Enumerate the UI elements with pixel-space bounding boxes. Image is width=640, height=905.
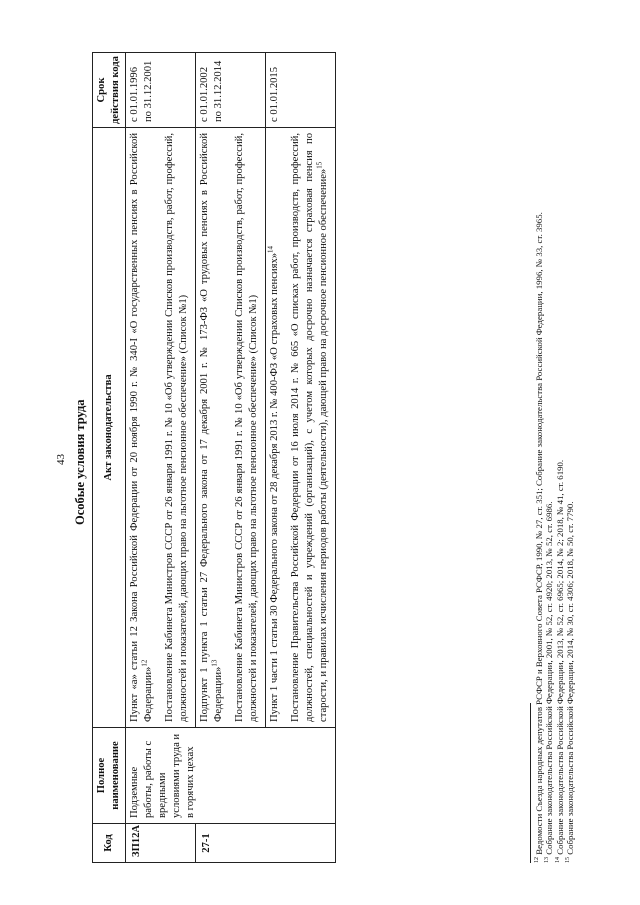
footnote-rule: [530, 703, 531, 863]
footnote-text: Собрание законодательства Российской Федерации, 2014, № 30, ст. 4306; 2018, № 50, ст. 7790.: [565, 501, 576, 855]
footnote-number: 13: [544, 857, 551, 863]
code-cell: ЗП12А: [125, 824, 195, 863]
footnote-number: 15: [565, 857, 572, 863]
header-code: Код: [93, 824, 126, 863]
footnote: [534, 33, 544, 863]
act-cell: [125, 128, 195, 728]
act-cell: [195, 128, 265, 728]
period-cell: [125, 53, 195, 128]
act-cell: [265, 128, 335, 728]
name-cell: Подземные работы, работы с вредными условиями труда и в горячих цехах: [125, 728, 335, 824]
footnote-text: Собрание законодательства Российской Федерации, 2013, № 52, ст. 6965; 2014, № 2; 2018, № 41, ст. 6190.: [554, 459, 565, 855]
act-text: Постановление Кабинета Министров СССР от 26 января 1991 г. № 10 «Об утверждении Списков производств, работ, профессий, должностей и показателей, дающих право на льготное пенсионное обеспечение» (Список №1): [233, 133, 259, 722]
footnote-ref: 15: [315, 161, 324, 169]
period-line: с 01.01.1996: [128, 66, 140, 122]
footnote: [565, 33, 575, 863]
period-cell: [195, 53, 265, 128]
act-text: Подпункт 1 пункта 1 статьи 27 Федерального закона от 17 декабря 2001 г. № 173-ФЗ «О трудовых пенсиях в Российской Федерации»: [198, 133, 224, 722]
codes-table: [92, 52, 336, 863]
period-line: по 31.12.2014: [212, 60, 224, 122]
code-cell: 27-1: [195, 824, 335, 863]
footnote: [555, 33, 565, 863]
page-title: Особые условия труда: [73, 399, 87, 525]
footnote: [544, 33, 554, 863]
act-text: Пункт 1 части 1 статьи 30 Федерального закона от 28 декабря 2013 г. № 400-ФЗ «О страховых пенсиях»: [268, 252, 280, 722]
act-text: Постановление Правительства Российской Федерации от 16 июля 2014 г. № 665 «О списках работ, производств, профессий, должностей, специальностей и учреждений (организаций), с учетом которых досрочно назначается страховая пенсия по старости, и правилах исчисления периодов работы (деятельности), дающей право на досрочное пенсионное обеспечение»: [289, 133, 329, 722]
period-line: с 01.01.2015: [268, 66, 280, 122]
footnote-text: Ведомости Съезда народных депутатов РСФСР и Верховного Совета РСФСР, 1990, № 27, ст. 351; Собрание законодательства Российской Федерации, 1996, № 33, ст. 3965.: [534, 212, 544, 855]
period-line: с 01.01.2002: [198, 66, 210, 122]
footnote-number: 12: [534, 857, 541, 863]
act-text: Постановление Кабинета Министров СССР от 26 января 1991 г. № 10 «Об утверждении Списков производств, работ, профессий, должностей и показателей, дающих право на льготное пенсионное обеспечение» (Список №1): [163, 133, 189, 722]
page-number: 43: [55, 454, 67, 465]
footnote-ref: 14: [266, 245, 275, 253]
footnote-ref: 12: [140, 659, 149, 667]
header-period: Срок действия кода: [93, 53, 126, 128]
header-name: Полное наименование: [93, 728, 126, 824]
act-text: Пункт «а» статьи 12 Закона Российской Федерации от 20 ноября 1990 г. № 340-I «О государственных пенсиях в Российской Федерации»: [128, 133, 154, 722]
header-act: Акт законодательства: [93, 128, 126, 728]
footnote-text: Собрание законодательства Российской Федерации, 2001, № 52, ст. 4920; 2013, № 52, ст. 6986.: [544, 501, 555, 855]
footnotes: [534, 33, 576, 863]
table-row: [125, 53, 195, 863]
footnote-number: 14: [554, 857, 561, 863]
period-line: по 31.12.2001: [142, 60, 154, 122]
table-header-row: [93, 53, 126, 863]
footnote-ref: 13: [210, 659, 219, 667]
period-cell: [265, 53, 335, 128]
